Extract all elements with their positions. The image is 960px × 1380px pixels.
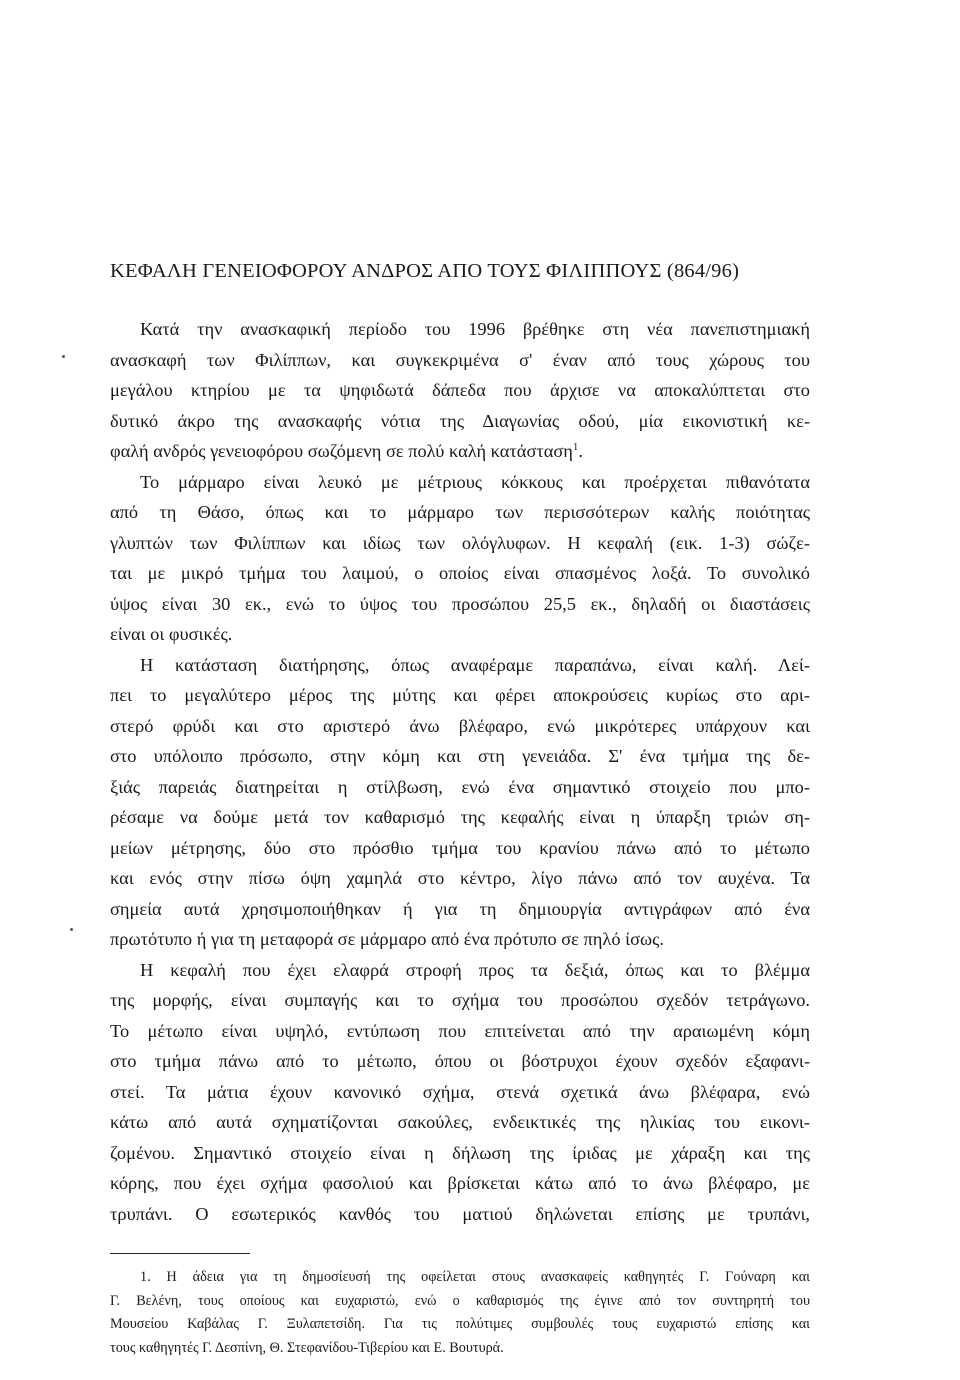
paragraph: [110, 314, 810, 467]
footnotes: [110, 1266, 810, 1360]
text-line: στεί. Τα μάτια έχουν κανονικό σχήμα, στενά σχετικά άνω βλέφαρα, ενώ: [110, 1081, 810, 1102]
text-fragment: φαλή ανδρός γενειοφόρου σωζόμενη σε πολύ καλή κατάσταση: [110, 441, 573, 461]
text-line: ζομένου. Σημαντικό στοιχείο είναι η δήλωση της ίριδας με χάραξη και της: [110, 1142, 810, 1163]
text-line: Η κατάσταση διατήρησης, όπως αναφέραμε παραπάνω, είναι καλή. Λεί-: [140, 654, 810, 675]
margin-mark: [70, 928, 73, 931]
text-line: πει το μεγαλύτερο μέρος της μύτης και φέρει αποκρούσεις κυρίως στο αρι-: [110, 685, 810, 705]
footnote-line: Μουσείου Καβάλας Γ. Ξυλαπετσίδη. Για τις πολύτιμες συμβουλές τους ευχαριστώ επίσης και: [110, 1316, 810, 1332]
text-line: της μορφής, είναι συμπαγής και το σχήμα του προσώπου σχεδόν τετράγωνο.: [110, 990, 810, 1010]
text-fragment: .: [578, 441, 584, 461]
footnote-line: τους καθηγητές Γ. Δεσπίνη, Θ. Στεφανίδου-Τιβερίου και Ε. Βουτυρά.: [110, 1339, 504, 1356]
text-line: ξιάς παρειάς διατηρείται η στίλβωση, ενώ ένα σημαντικό στοιχείο που μπο-: [110, 776, 810, 797]
text-line: κόρης, που έχει σχήμα φασολιού και βρίσκεται κάτω από το άνω βλέφαρο, με: [110, 1173, 810, 1193]
text-line: κάτω από αυτά σχηματίζονται σακούλες, ενδεικτικές της ηλικίας του εικονι-: [110, 1112, 810, 1132]
article-body: [110, 314, 810, 1229]
text-line: σημεία αυτά χρησιμοποιήθηκαν ή για τη δημιουργία αντιγράφων από ένα: [110, 898, 810, 919]
text-line: από τη Θάσο, όπως και το μάρμαρο των περισσότερων καλής ποιότητας: [110, 502, 810, 522]
page-title: ΚΕΦΑΛΗ ΓΕΝΕΙΟΦΟΡΟΥ ΑΝΔΡΟΣ ΑΠΟ ΤΟΥΣ ΦΙΛΙΠΠΟΥΣ (864/96): [110, 260, 740, 282]
text-line: δυτικό άκρο της ανασκαφής νότια της Διαγωνίας οδού, μία εικονιστική κε-: [110, 410, 810, 431]
page-content: [110, 258, 810, 1360]
footnote-reference[interactable]: 1: [572, 440, 579, 453]
text-line: στερό φρύδι και στο αριστερό άνω βλέφαρο, ενώ μικρότερες υπάρχουν και: [110, 715, 810, 736]
text-line: ται με μικρό τμήμα του λαιμού, ο οποίος είναι σπασμένος λοξά. Το συνολικό: [110, 563, 810, 583]
text-line: Το μέτωπο είναι υψηλό, εντύπωση που επιτείνεται από την αραιωμένη κόμη: [110, 1020, 810, 1041]
paragraph: [110, 467, 810, 650]
text-line: ρέσαμε να δούμε μετά τον καθαρισμό της κεφαλής είναι η ύπαρξη τριών ση-: [110, 807, 810, 827]
text-line: [110, 436, 810, 467]
text-line: και ενός στην πίσω όψη χαμηλά στο κέντρο, λίγο πάνω από τον αυχένα. Τα: [110, 868, 810, 888]
text-line: στο υπόλοιπο πρόσωπο, στην κόμη και στη γενειάδα. Σ' ένα τμήμα της δε-: [110, 746, 810, 766]
text-line: τρυπάνι. Ο εσωτερικός κανθός του ματιού δηλώνεται επίσης με τρυπάνι,: [110, 1203, 810, 1224]
text-line: Κατά την ανασκαφική περίοδο του 1996 βρέθηκε στη νέα πανεπιστημιακή: [140, 319, 810, 339]
footnote-line: 1. Η άδεια για τη δημοσίευσή της οφείλεται στους ανασκαφείς καθηγητές Γ. Γούναρη και: [140, 1269, 810, 1285]
paragraph: [110, 650, 810, 955]
text-line: ύψος είναι 30 εκ., ενώ το ύψος του προσώπου 25,5 εκ., δηλαδή οι διαστάσεις: [110, 593, 810, 614]
margin-mark: [62, 355, 65, 358]
text-line: στο τμήμα πάνω από το μέτωπο, όπου οι βόστρυχοι έχουν σχεδόν εξαφανι-: [110, 1051, 810, 1071]
text-line: μεγάλου κτηρίου με τα ψηφιδωτά δάπεδα που άρχισε να αποκαλύπτεται στο: [110, 380, 810, 400]
footnote-line: Γ. Βελένη, τους οποίους και ευχαριστώ, ενώ ο καθαρισμός της έγινε από τον συντηρητή του: [110, 1292, 810, 1309]
footnote-divider: [110, 1253, 250, 1254]
text-line: Το μάρμαρο είναι λευκό με μέτριους κόκκους και προέρχεται πιθανότατα: [140, 471, 810, 492]
text-line: μείων μέτρησης, δύο στο πρόσθιο τμήμα του κρανίου πάνω από το μέτωπο: [110, 837, 810, 858]
text-line: γλυπτών των Φιλίππων και ιδίως των ολόγλυφων. Η κεφαλή (εικ. 1-3) σώζε-: [110, 532, 810, 553]
paragraph: [110, 955, 810, 1230]
text-line: πρωτότυπο ή για τη μεταφορά σε μάρμαρο από ένα πρότυπο σε πηλό ίσως.: [110, 929, 664, 949]
text-line: είναι οι φυσικές.: [110, 624, 233, 644]
text-line: Η κεφαλή που έχει ελαφρά στροφή προς τα δεξιά, όπως και το βλέμμα: [140, 959, 810, 980]
text-line: ανασκαφή των Φιλίππων, και συγκεκριμένα σ' έναν από τους χώρους του: [110, 349, 810, 370]
